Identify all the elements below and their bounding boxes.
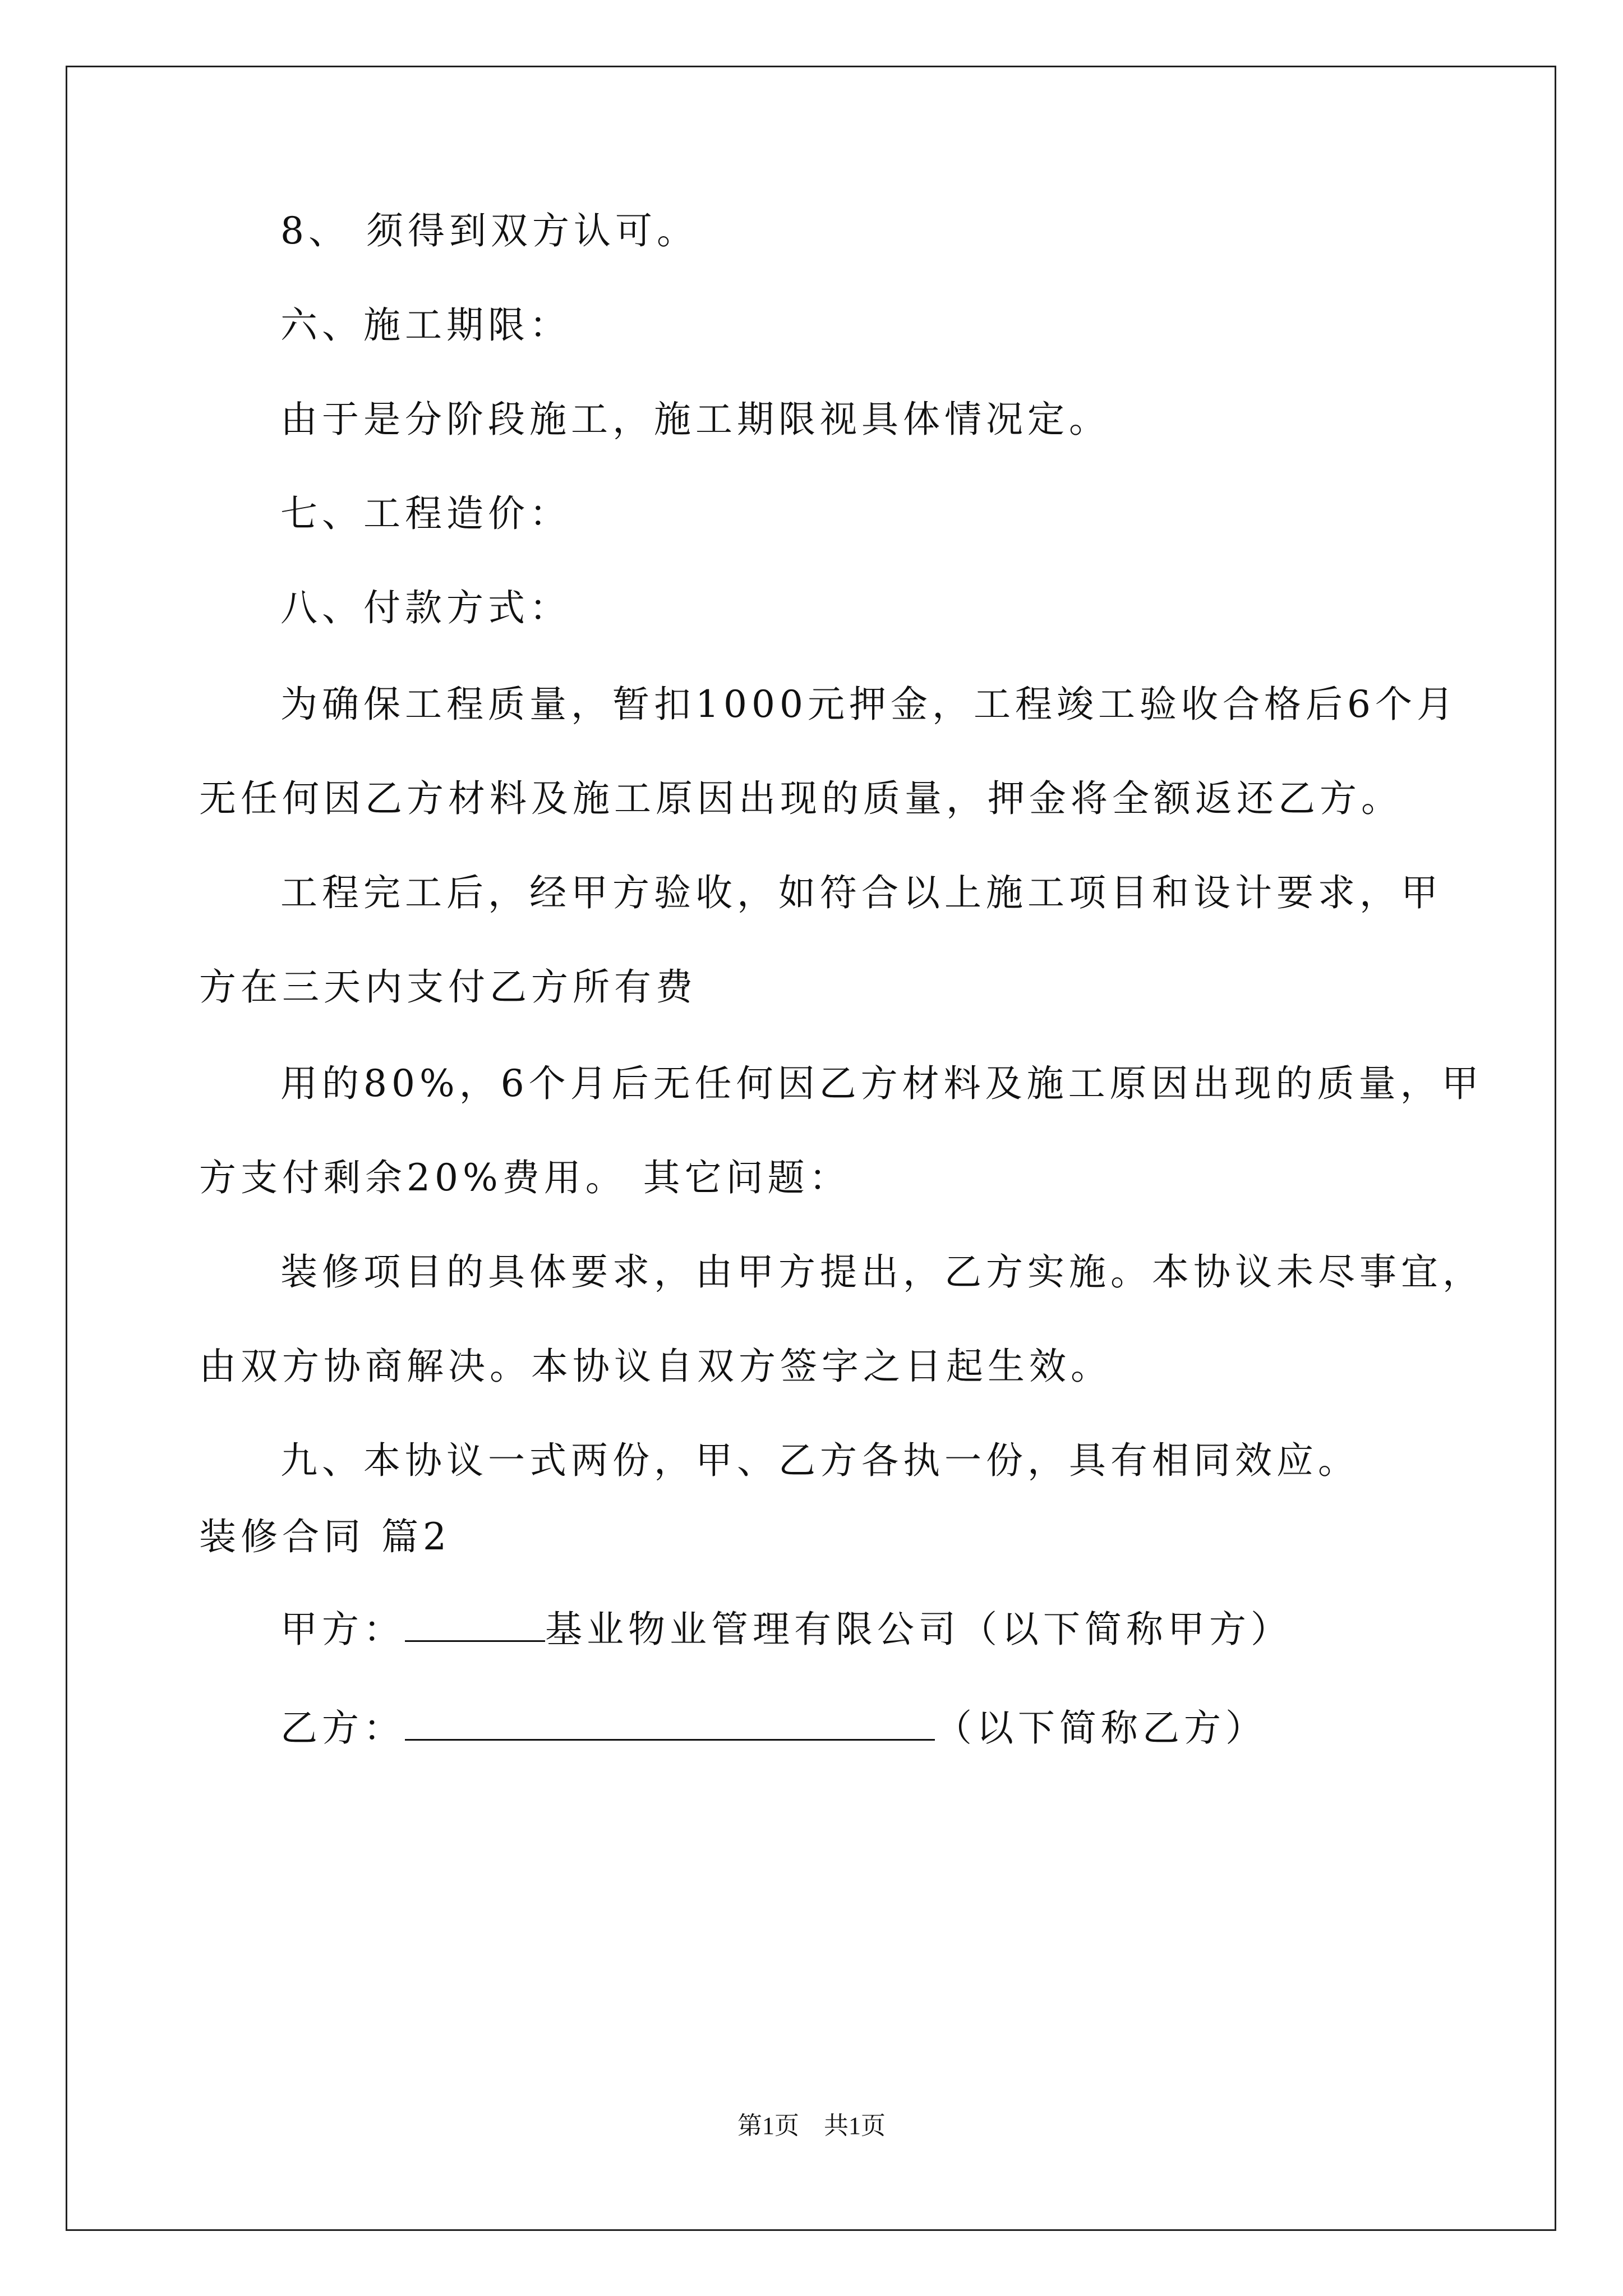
other-issues-line-2: 由双方协商解决。本协议自双方签字之日起生效。 (199, 1345, 1112, 1388)
page-border (66, 66, 1556, 2231)
page-footer: 第1页 共1页 (737, 2112, 886, 2139)
clause-9-copies: 九、本协议一式两份，甲、乙方各执一份，具有相同效应。 (280, 1439, 1359, 1482)
clause-8-approval: 8、 须得到双方认可。 (280, 209, 698, 252)
party-b-blank (405, 1705, 935, 1741)
party-b-label: 乙方： (280, 1706, 405, 1750)
party-a-blank (405, 1607, 545, 1642)
payment-balance-line-2: 方支付剩余20%费用。 其它问题： (199, 1156, 851, 1199)
heading-construction-period: 六、施工期限： (280, 303, 571, 347)
other-issues-line-1: 装修项目的具体要求，由甲方提出，乙方实施。本协议未尽事宜， (280, 1250, 1484, 1294)
party-b-name: （以下简称乙方） (935, 1706, 1267, 1750)
party-a-label: 甲方： (280, 1608, 405, 1651)
construction-period-text: 由于是分阶段施工，施工期限视具体情况定。 (280, 398, 1110, 441)
party-a-name: 基业物业管理有限公司（以下简称甲方） (545, 1608, 1292, 1651)
section-title-contract-2: 装修合同 篇2 (199, 1515, 451, 1558)
party-b-line (280, 1705, 1267, 1751)
heading-payment-method: 八、付款方式： (280, 586, 571, 629)
party-a-line (280, 1607, 1292, 1652)
heading-project-cost: 七、工程造价： (280, 492, 571, 535)
deposit-paragraph-line-1: 为确保工程质量，暂扣1000元押金，工程竣工验收合格后6个月 (280, 683, 1458, 726)
payment-balance-line-1: 用的80%，6个月后无任何因乙方材料及施工原因出现的质量，甲 (280, 1062, 1483, 1105)
deposit-paragraph-line-2: 无任何因乙方材料及施工原因出现的质量，押金将全额返还乙方。 (199, 777, 1403, 820)
completion-paragraph-line-2: 方在三天内支付乙方所有费 (199, 965, 697, 1009)
completion-paragraph-line-1: 工程完工后，经甲方验收，如符合以上施工项目和设计要求，甲 (280, 871, 1442, 914)
